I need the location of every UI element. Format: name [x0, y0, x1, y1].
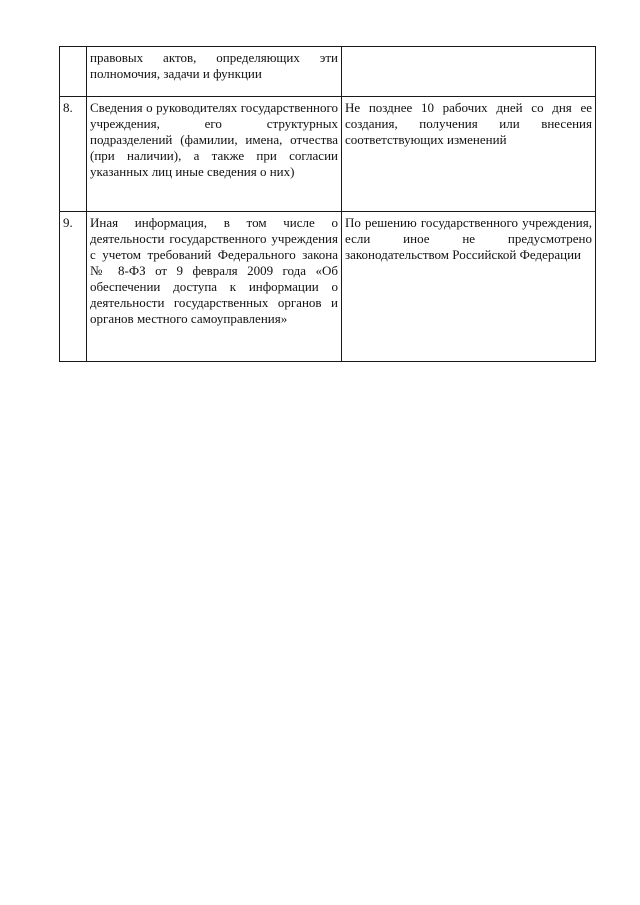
table-row	[60, 212, 596, 362]
info-description: правовых актов, определяющих эти полномочия, задачи и функции	[87, 47, 342, 97]
publication-deadline	[342, 47, 596, 97]
row-number	[60, 47, 87, 97]
table-row	[60, 97, 596, 212]
information-table	[59, 46, 596, 362]
publication-deadline: Не позднее 10 рабочих дней со дня ее создания, получения или внесения соответствующих изменений	[342, 97, 596, 212]
info-description: Иная информация, в том числе о деятельности государственного учреждения с учетом требований Федерального закона № 8-ФЗ от 9 февраля 2009 года «Об обеспечении доступа к информации о деятельности государственных органов и органов местного самоуправления»	[87, 212, 342, 362]
publication-deadline: По решению государственного учреждения, если иное не предусмотрено законодательством Российской Федерации	[342, 212, 596, 362]
row-number: 9.	[60, 212, 87, 362]
table-row	[60, 47, 596, 97]
info-description: Сведения о руководителях государственного учреждения, его структурных подразделений (фамилии, имена, отчества (при наличии), а также при согласии указанных лиц иные сведения о них)	[87, 97, 342, 212]
row-number: 8.	[60, 97, 87, 212]
